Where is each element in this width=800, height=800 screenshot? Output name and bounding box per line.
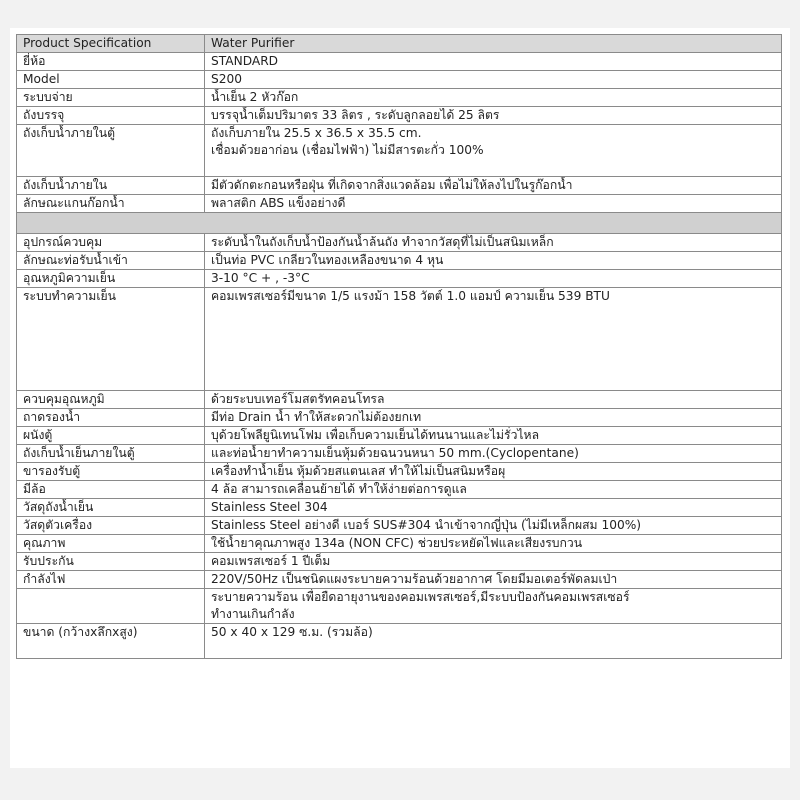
- spec-value-line: มีท่อ Drain น้ำ ทำให้สะดวกไม่ต้องยกเท: [211, 410, 422, 424]
- spec-value-line: เครื่องทำน้ำเย็น หุ้มด้วยสแตนเลส ทำให้ไม่เป็นสนิมหรือผุ: [211, 464, 506, 478]
- table-row: [17, 571, 782, 589]
- spec-value: [205, 517, 782, 535]
- spec-value-line: STANDARD: [211, 54, 279, 68]
- spec-value-line: 3-10 °C + , -3°C: [211, 271, 310, 285]
- spec-value-line: S200: [211, 72, 242, 86]
- spec-label: [17, 535, 205, 553]
- spec-value-line: 220V/50Hz เป็นชนิดแผงระบายความร้อนด้วยอากาศ โดยมีมอเตอร์พัดลมเป่า: [211, 572, 618, 586]
- table-row: [17, 195, 782, 213]
- table-row: [17, 177, 782, 195]
- spec-label-text: วัสดุตัวเครื่อง: [23, 518, 93, 532]
- spec-value-line: Stainless Steel 304: [211, 500, 328, 514]
- spec-label: [17, 499, 205, 517]
- spec-label-text: ยี่ห้อ: [23, 54, 46, 68]
- spec-value: [205, 53, 782, 71]
- spec-value: [205, 409, 782, 427]
- spec-label-text: Model: [23, 72, 60, 86]
- spec-label: [17, 53, 205, 71]
- spec-value: [205, 535, 782, 553]
- spec-value-line: [211, 305, 775, 322]
- spec-value-line: ระดับน้ำในถังเก็บน้ำป้องกันน้ำล้นถัง ทำจากวัสดุที่ไม่เป็นสนิมเหล็ก: [211, 235, 554, 249]
- spec-value: [205, 252, 782, 270]
- spec-value-line: ถังเก็บภายใน 25.5 x 36.5 x 35.5 cm.: [211, 126, 422, 140]
- table-row: [17, 517, 782, 535]
- spec-label: [17, 252, 205, 270]
- spec-value: [205, 177, 782, 195]
- spec-value-line: เป็นท่อ PVC เกลียวในทองเหลืองขนาด 4 หุน: [211, 253, 444, 267]
- spec-label-text: ถาดรองน้ำ: [23, 410, 81, 424]
- table-row: [17, 53, 782, 71]
- spec-label-text: คุณภาพ: [23, 536, 66, 550]
- spec-value-line: มีตัวดักตะกอนหรือฝุ่น ที่เกิดจากสิ่งแวดล้อม เพื่อไม่ให้ลงไปในรูก๊อกน้ำ: [211, 178, 573, 192]
- spec-label-text: วัสดุถังน้ำเย็น: [23, 500, 94, 514]
- spec-value-line: [211, 356, 775, 373]
- spec-value: [205, 391, 782, 409]
- table-row: [17, 270, 782, 288]
- spec-value: [205, 125, 782, 177]
- spec-label-text: ลักษณะแกนก๊อกน้ำ: [23, 196, 125, 210]
- table-row: [17, 589, 782, 624]
- table-row: [17, 624, 782, 659]
- spec-label-text: ถังเก็บน้ำภายในตู้: [23, 126, 116, 140]
- spec-value-line: น้ำเย็น 2 หัวก๊อก: [211, 90, 299, 104]
- spec-label-text: ควบคุมอุณหภูมิ: [23, 392, 105, 406]
- table-row: [17, 553, 782, 571]
- spec-value: [205, 445, 782, 463]
- spec-value-line: [211, 339, 775, 356]
- spec-value-line: [211, 373, 775, 390]
- spec-value-line: [211, 159, 775, 176]
- spec-label-text: กำลังไฟ: [23, 572, 66, 586]
- spec-value: [205, 71, 782, 89]
- table-row: [17, 481, 782, 499]
- table-row: [17, 409, 782, 427]
- spec-value-line: บรรจุน้ำเต็มปริมาตร 33 ลิตร , ระดับลูกลอยได้ 25 ลิตร: [211, 108, 500, 122]
- table-row: [17, 445, 782, 463]
- spec-label-text: อุณหภูมิความเย็น: [23, 271, 116, 285]
- spec-value-line: Stainless Steel อย่างดี เบอร์ SUS#304 นำเข้าจากญี่ปุ่น (ไม่มีเหล็กผสม 100%): [211, 518, 642, 532]
- spec-value: [205, 481, 782, 499]
- table-row: [17, 252, 782, 270]
- spec-value-line: และท่อน้ำยาทำความเย็นหุ้มด้วยฉนวนหนา 50 mm.(Cyclopentane): [211, 446, 579, 460]
- spec-label: [17, 445, 205, 463]
- table-row: [17, 125, 782, 177]
- header-label: Product Specification: [17, 35, 205, 53]
- spec-value-line: 50 x 40 x 129 ซ.ม. (รวมล้อ): [211, 625, 373, 639]
- spec-label-text: ผนังตู้: [23, 428, 53, 442]
- spec-label-text: ถังเก็บน้ำภายใน: [23, 178, 108, 192]
- spec-label: [17, 71, 205, 89]
- spec-value: [205, 553, 782, 571]
- spec-label-text: มีล้อ: [23, 482, 46, 496]
- spec-value-line: พลาสติก ABS แข็งอย่างดี: [211, 196, 346, 210]
- header-value: Water Purifier: [205, 35, 782, 53]
- table-row: [17, 499, 782, 517]
- spec-value-line: ด้วยระบบเทอร์โมสตรัทคอนโทรล: [211, 392, 385, 406]
- spec-value: [205, 463, 782, 481]
- spec-value: [205, 89, 782, 107]
- spec-label: [17, 270, 205, 288]
- spec-label-text: อุปกรณ์ควบคุม: [23, 235, 103, 249]
- spec-label: [17, 553, 205, 571]
- section-divider: [17, 213, 782, 234]
- spec-label: [17, 571, 205, 589]
- spec-label: [17, 463, 205, 481]
- spec-label: [17, 234, 205, 252]
- spec-label: [17, 427, 205, 445]
- spec-label: [17, 89, 205, 107]
- table-row: [17, 427, 782, 445]
- spec-value-line: 4 ล้อ สามารถเคลื่อนย้ายได้ ทำให้ง่ายต่อการดูแล: [211, 482, 467, 496]
- spec-label: [17, 125, 205, 177]
- spec-value: [205, 589, 782, 624]
- spec-label: [17, 624, 205, 659]
- spec-label: [17, 288, 205, 391]
- spec-value: [205, 624, 782, 659]
- spec-value: [205, 499, 782, 517]
- spec-label: [17, 589, 205, 624]
- spec-label-text: ระบบจ่าย: [23, 90, 73, 104]
- spec-label: [17, 481, 205, 499]
- spec-label: [17, 177, 205, 195]
- spec-value: [205, 288, 782, 391]
- table-row: [17, 234, 782, 252]
- spec-sheet: [10, 28, 790, 768]
- spec-label: [17, 195, 205, 213]
- spec-label-text: ถังเก็บน้ำเย็นภายในตู้: [23, 446, 135, 460]
- table-row: [17, 391, 782, 409]
- spec-value-line: คอมเพรสเซอร์ 1 ปีเต็ม: [211, 554, 331, 568]
- spec-label: [17, 107, 205, 125]
- table-row: [17, 71, 782, 89]
- spec-value-line: [211, 322, 775, 339]
- spec-value: [205, 195, 782, 213]
- spec-label-text: รับประกัน: [23, 554, 74, 568]
- table-row: [17, 535, 782, 553]
- spec-label: [17, 391, 205, 409]
- spec-value-line: ระบายความร้อน เพื่อยืดอายุงานของคอมเพรสเซอร์,มีระบบป้องกันคอมเพรสเซอร์: [211, 590, 630, 604]
- spec-value: [205, 270, 782, 288]
- table-row: [17, 288, 782, 391]
- spec-label-text: ถังบรรจุ: [23, 108, 65, 122]
- spec-label: [17, 517, 205, 535]
- spec-value-line: เชื่อมด้วยอาก่อน (เชื่อมไฟฟ้า) ไม่มีสารตะกั่ว 100%: [211, 143, 484, 157]
- spec-label-text: [23, 589, 198, 606]
- spec-value: [205, 571, 782, 589]
- table-header-row: [17, 35, 782, 53]
- spec-value: [205, 107, 782, 125]
- spec-label: [17, 409, 205, 427]
- spec-value-line: บุด้วยโพลียูนิเทนโฟม เพื่อเก็บความเย็นได้ทนนานและไม่รั่วไหล: [211, 428, 540, 442]
- spec-value-line: คอมเพรสเซอร์มีขนาด 1/5 แรงม้า 158 วัตต์ 1.0 แอมป์ ความเย็น 539 BTU: [211, 289, 610, 303]
- spec-value: [205, 427, 782, 445]
- table-row: [17, 89, 782, 107]
- section-divider-row: [17, 213, 782, 234]
- spec-label-text: ขนาด (กว้างxลึกxสูง): [23, 625, 138, 639]
- spec-value: [205, 234, 782, 252]
- specification-table: [16, 34, 782, 659]
- table-row: [17, 463, 782, 481]
- spec-label-text: ระบบทำความเย็น: [23, 289, 116, 303]
- spec-label-text: ลักษณะท่อรับน้ำเข้า: [23, 253, 128, 267]
- spec-label-text: ขารองรับตู้: [23, 464, 81, 478]
- spec-value-line: ใช้น้ำยาคุณภาพสูง 134a (NON CFC) ช่วยประหยัดไฟและเสียงรบกวน: [211, 536, 583, 550]
- spec-value-line: [211, 641, 775, 658]
- table-row: [17, 107, 782, 125]
- spec-value-line: ทำงานเกินกำลัง: [211, 607, 295, 621]
